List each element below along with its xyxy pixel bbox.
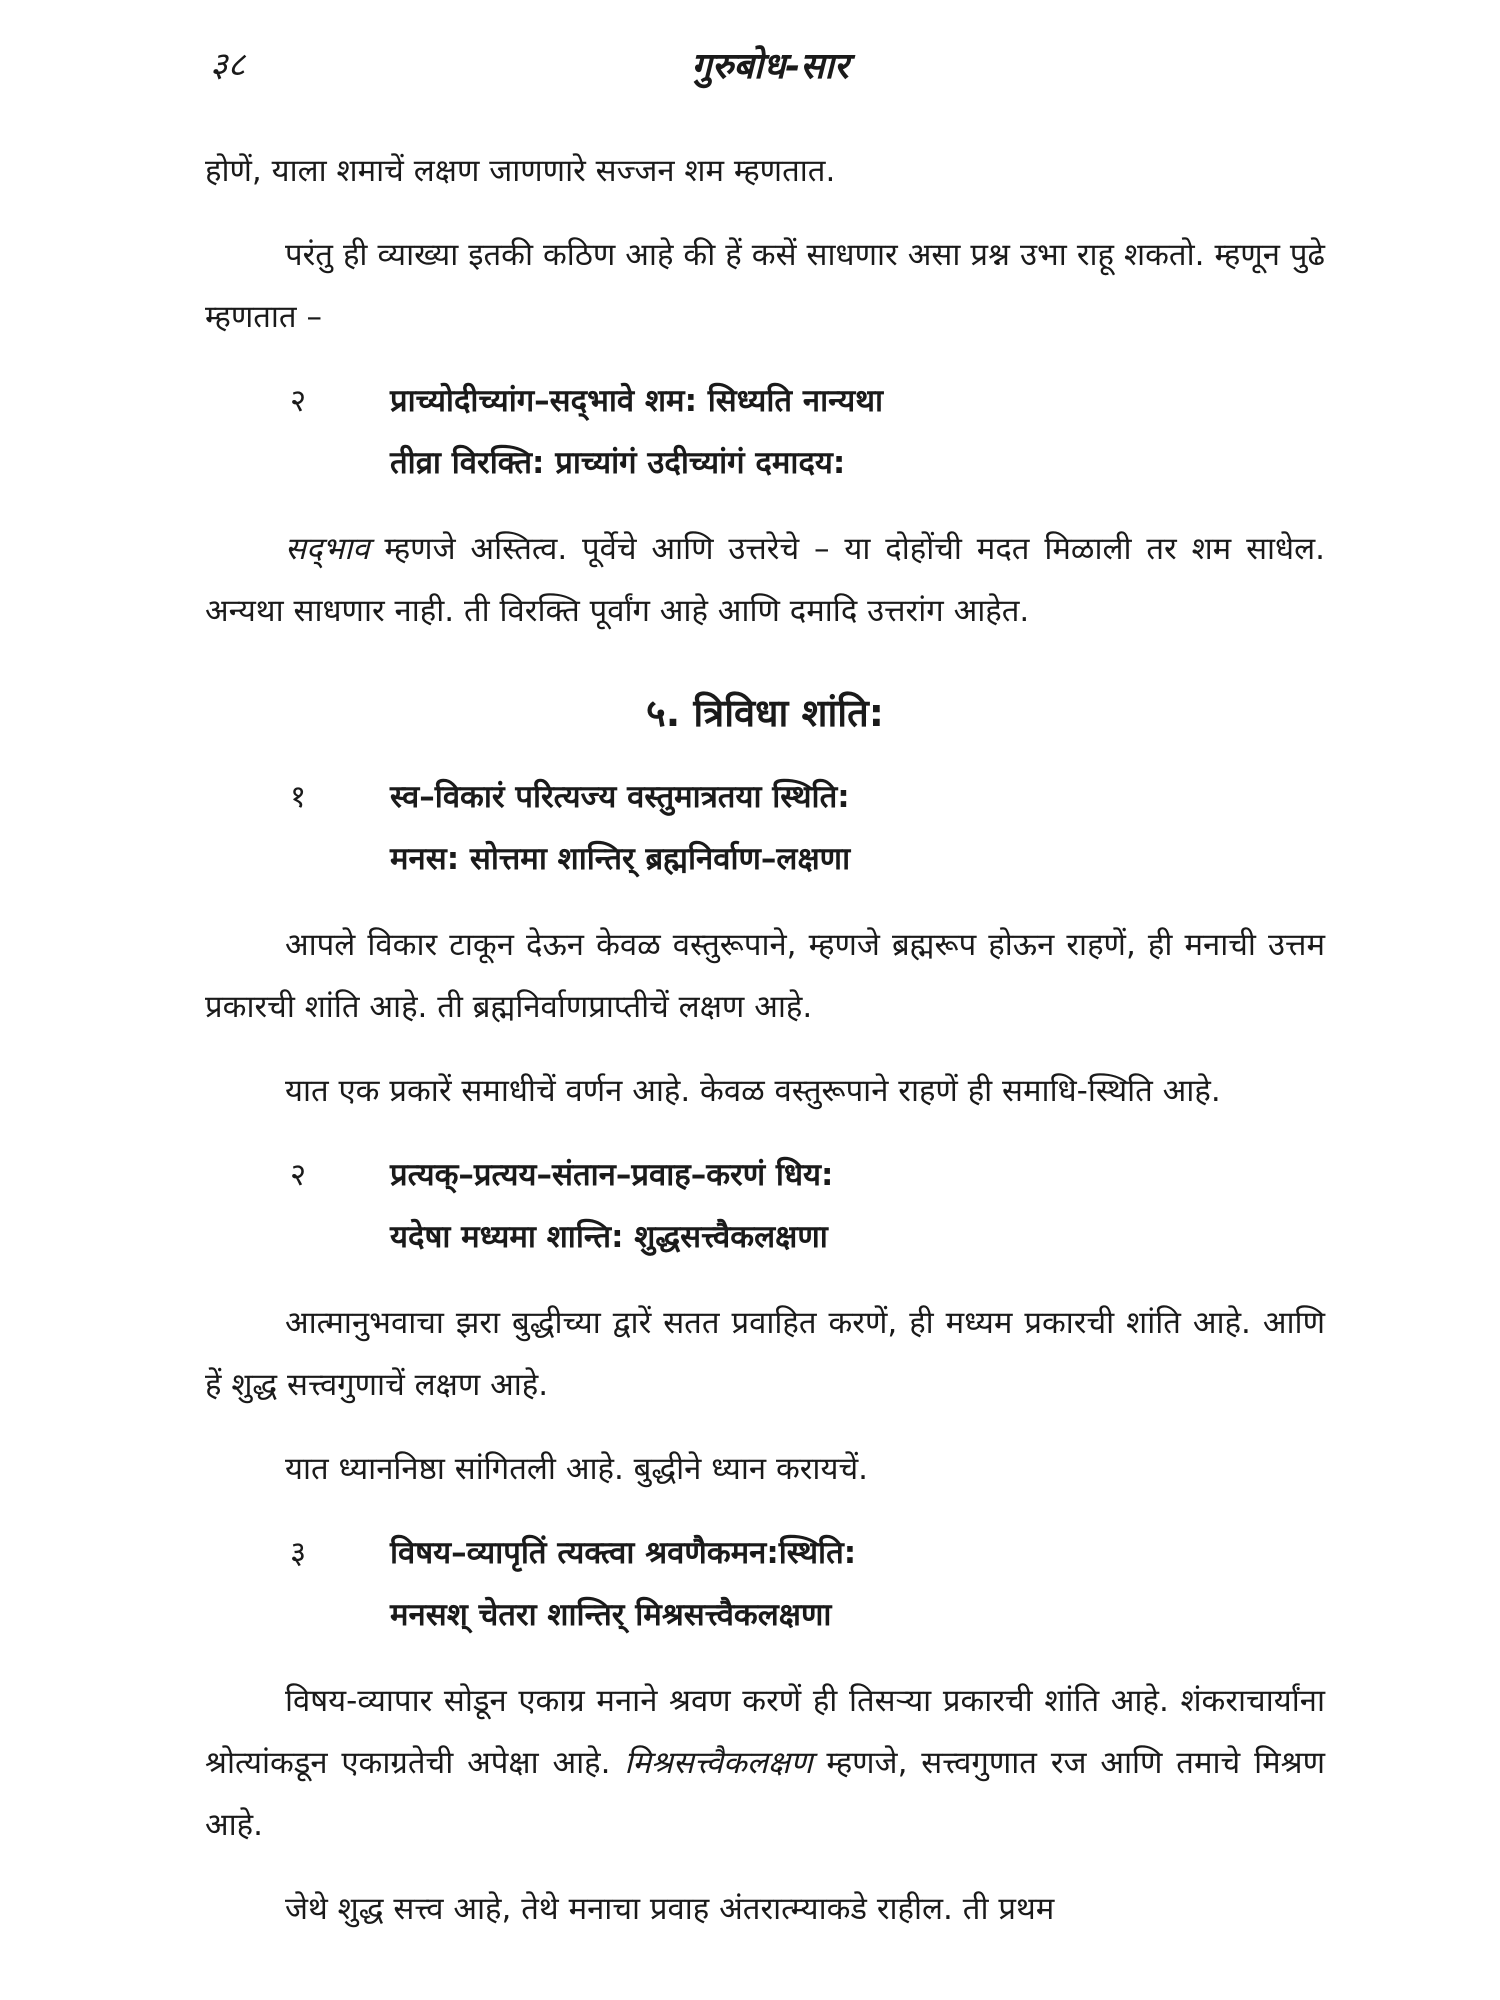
verse-number: २ xyxy=(290,383,307,419)
paragraph-1: होणें, याला शमाचें लक्षण जाणणारे सज्जन शम म्हणतात. xyxy=(205,153,836,189)
verse-line: तीव्रा विरक्ति: प्राच्यांगं उदीच्यांगं दमादय: xyxy=(390,445,846,481)
shloka-1 xyxy=(205,766,1325,890)
verse-number: ३ xyxy=(290,1535,307,1571)
verse-line: प्रत्यक्–प्रत्यय–संतान–प्रवाह–करणं धिय: xyxy=(390,1157,834,1193)
shloka-2 xyxy=(205,1144,1325,1268)
paragraph-4: आपले विकार टाकून देऊन केवळ वस्तुरूपाने, म्हणजे ब्रह्मरूप होऊन राहणें, ही मनाची उत्तम प्रकारची शांति आहे. ती ब्रह्मनिर्वाणप्राप्तीचें लक्षण आहे. xyxy=(205,927,1325,1025)
paragraph-7: यात ध्याननिष्ठा सांगितली आहे. बुद्धीने ध्यान करायचें. xyxy=(285,1451,868,1487)
section-heading: ५. त्रिविधा शांति: xyxy=(645,691,885,735)
verse-lines xyxy=(390,766,850,890)
verse-line: स्व–विकारं परित्यज्य वस्तुमात्रतया स्थिति: xyxy=(390,779,850,815)
page-number: ३८ xyxy=(210,45,246,85)
verse-line: मनस: सोत्तमा शान्तिर् ब्रह्मनिर्वाण–लक्षणा xyxy=(390,841,851,877)
paragraph-2: परंतु ही व्याख्या इतकी कठिण आहे की हें कसें साधणार असा प्रश्न उभा राहू शकतो. म्हणून पुढे म्हणतात – xyxy=(205,237,1325,335)
paragraph-text: विषय-व्यापार सोडून एकाग्र मनाने श्रवण करणें ही तिसऱ्या प्रकारची शांति आहे. शंकराचार्यांना श्रोत्यांकडून एकाग्रतेची अपेक्षा आहे. xyxy=(205,1683,1325,1781)
paragraph-3 xyxy=(205,518,1325,642)
verse-line: यदेषा मध्यमा शान्ति: शुद्धसत्त्वैकलक्षणा xyxy=(390,1219,828,1255)
page-header xyxy=(210,40,1330,100)
paragraph-text: म्हणजे अस्तित्व. पूर्वेचे आणि उत्तरेचे – या दोहोंची मदत मिळाली तर शम साधेल. अन्यथा साधणार नाही. ती विरक्ति पूर्वांग आहे आणि दमादि उत्तरांग आहेत. xyxy=(205,531,1325,629)
running-title: गुरुबोध-सार xyxy=(691,46,849,87)
page-body xyxy=(205,140,1325,1962)
verse-number: २ xyxy=(290,1157,307,1193)
italic-term: सद्‌भाव xyxy=(285,531,370,567)
paragraph-8 xyxy=(205,1670,1325,1856)
italic-term: मिश्रसत्त्वैकलक्षण xyxy=(624,1745,813,1781)
paragraph-text: म्हणजे, सत्त्वगुणात रज आणि तमाचे मिश्रण आहे. xyxy=(205,1745,1326,1843)
shloka-3 xyxy=(205,1522,1325,1646)
verse-lines xyxy=(390,1522,856,1646)
verse-line: प्राच्योदीच्यांग–सद्‌भावे शम: सिध्यति नान्यथा xyxy=(390,383,884,419)
verse-lines xyxy=(390,1144,833,1268)
paragraph-5: यात एक प्रकारें समाधीचें वर्णन आहे. केवळ वस्तुरूपाने राहणें ही समाधि-स्थिति आहे. xyxy=(285,1073,1221,1109)
verse-number: १ xyxy=(290,779,307,815)
verse-2 xyxy=(205,370,1325,494)
paragraph-6: आत्मानुभवाचा झरा बुद्धीच्या द्वारें सतत प्रवाहित करणें, ही मध्यम प्रकारची शांति आहे. आणि हें शुद्ध सत्त्वगुणाचें लक्षण आहे. xyxy=(205,1305,1325,1403)
paragraph-9: जेथे शुद्ध सत्त्व आहे, तेथे मनाचा प्रवाह अंतरात्म्याकडे राहील. ती प्रथम xyxy=(285,1891,1055,1927)
verse-line: विषय–व्यापृतिं त्यक्त्वा श्रवणैकमन:स्थिति: xyxy=(390,1535,857,1571)
verse-line: मनसश् चेतरा शान्तिर् मिश्रसत्त्वैकलक्षणा xyxy=(390,1597,832,1633)
verse-lines xyxy=(390,370,883,494)
